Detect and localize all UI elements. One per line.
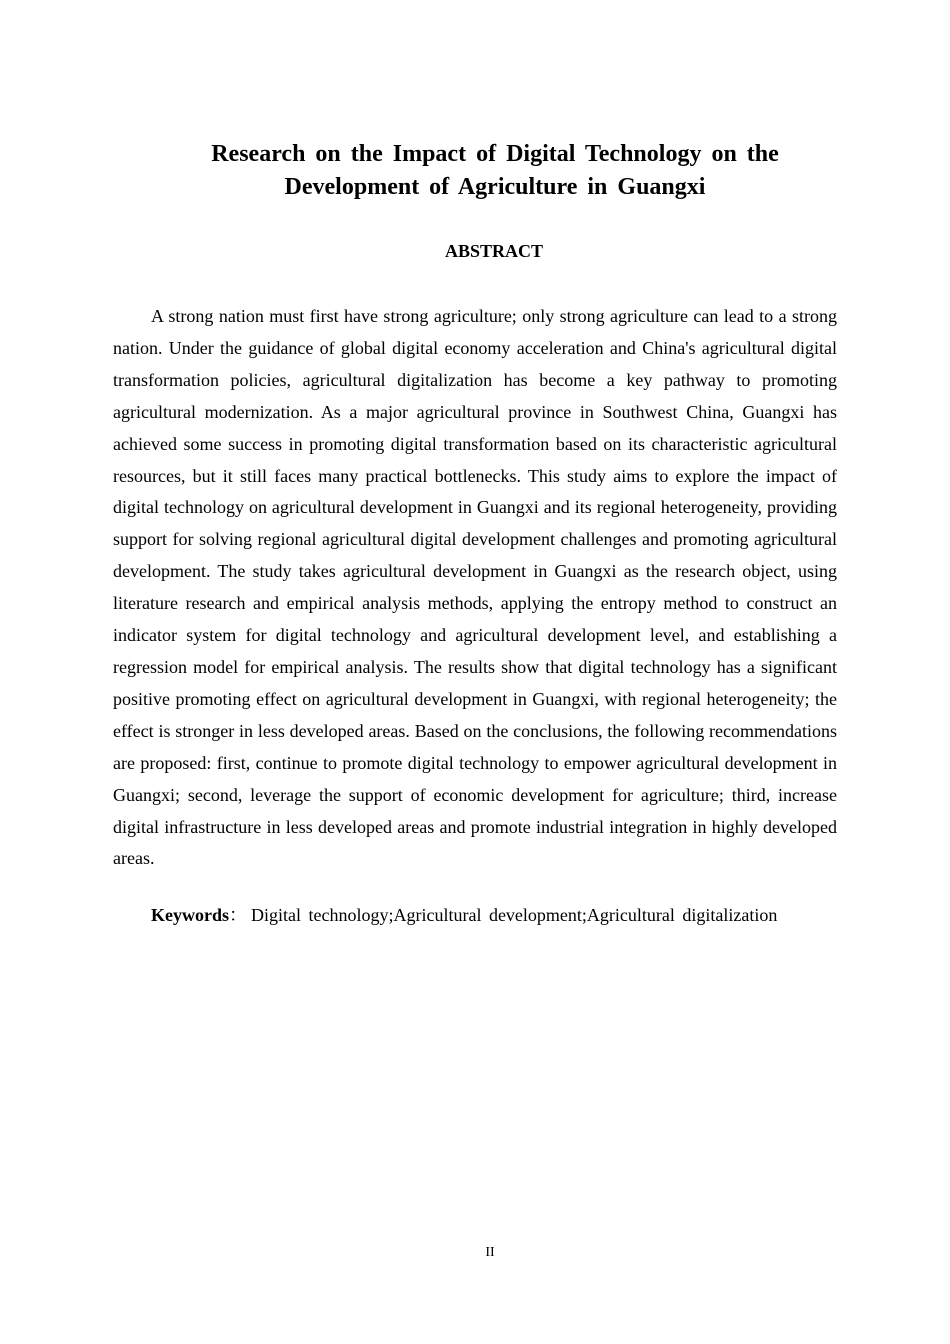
keywords-separator: ：	[229, 905, 247, 925]
paper-title	[150, 138, 840, 204]
keywords-line	[151, 900, 851, 930]
paper-title-line-2: Development of Agriculture in Guangxi	[284, 174, 706, 200]
page-number: II	[485, 1245, 495, 1260]
keywords-value: Digital technology;Agricultural development;Agricultural digitalization	[251, 905, 778, 925]
abstract-heading: ABSTRACT	[444, 241, 544, 261]
keywords-label: Keywords	[151, 905, 229, 925]
paper-title-line-1: Research on the Impact of Digital Technology on the	[211, 141, 779, 167]
abstract-body: A strong nation must first have strong agriculture; only strong agriculture can lead to a strong nation. Under the guidance of global digital economy acceleration and China's agricultural digital transformation policies, agricultural digitalization has become a key pathway to promoting agricultural modernization. As a major agricultural province in Southwest China, Guangxi has achieved some success in promoting digital transformation based on its characteristic agricultural resources, but it still faces many practical bottlenecks. This study aims to explore the impact of digital technology on agricultural development in Guangxi and its regional heterogeneity, providing support for solving regional agricultural digital development challenges and promoting agricultural development. The study takes agricultural development in Guangxi as the research object, using literature research and empirical analysis methods, applying the entropy method to construct an indicator system for digital technology and agricultural development level, and establishing a regression model for empirical analysis. The results show that digital technology has a significant positive promoting effect on agricultural development in Guangxi, with regional heterogeneity; the effect is stronger in less developed areas. Based on the conclusions, the following recommendations are proposed: first, continue to promote digital technology to empower agricultural development in Guangxi; second, leverage the support of economic development for agriculture; third, increase digital infrastructure in less developed areas and promote industrial integration in highly developed areas.	[113, 306, 837, 869]
